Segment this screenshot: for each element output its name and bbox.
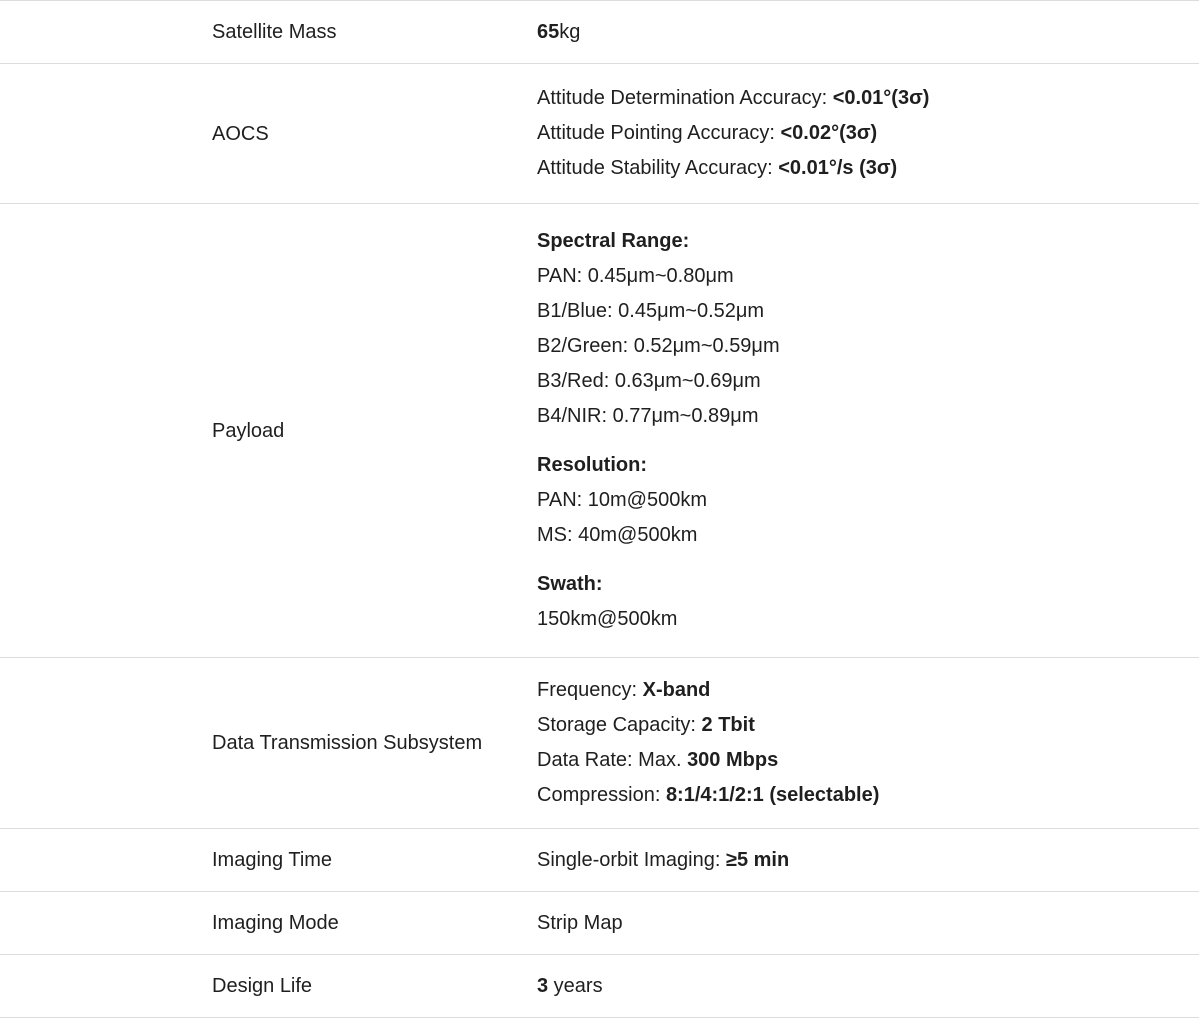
spectral-range-group	[537, 224, 1199, 434]
data-tx-line-value: 8:1/4:1/2:1 (selectable)	[665, 784, 880, 806]
design-life-number: 3	[537, 974, 549, 997]
swath-heading: Swath:	[537, 573, 603, 595]
spec-value	[537, 15, 1199, 50]
swath-value: 150km@500km	[537, 608, 678, 630]
spec-row-imaging-mode	[0, 892, 1199, 955]
spec-row-imaging-time	[0, 829, 1199, 892]
aocs-line	[537, 151, 1199, 186]
spec-label: Satellite Mass	[212, 21, 337, 43]
resolution-heading: Resolution:	[537, 454, 647, 476]
spec-label: AOCS	[212, 122, 269, 145]
imaging-time-value: ≥5 min	[725, 848, 790, 871]
spec-row-aocs	[0, 64, 1199, 204]
spectral-band: B2/Green: 0.52μm~0.59μm	[537, 335, 780, 357]
aocs-line-value: <0.01°/s (3σ)	[778, 157, 898, 179]
data-tx-line-label: Storage Capacity:	[537, 714, 702, 736]
data-tx-line-label: Data Rate: Max.	[537, 749, 688, 771]
spec-row-data-transmission	[0, 658, 1199, 829]
data-tx-line	[537, 778, 1199, 813]
spec-value	[537, 969, 1199, 1004]
aocs-line	[537, 116, 1199, 151]
spectral-band: B3/Red: 0.63μm~0.69μm	[537, 370, 761, 392]
data-tx-line-label: Compression:	[537, 784, 666, 806]
data-tx-line	[537, 673, 1199, 708]
data-tx-line-value: 2 Tbit	[701, 714, 755, 736]
spectral-band: PAN: 0.45μm~0.80μm	[537, 265, 734, 287]
spec-value	[537, 906, 1199, 941]
aocs-line-label: Attitude Stability Accuracy:	[537, 157, 779, 179]
data-tx-line-value: 300 Mbps	[687, 749, 779, 771]
spec-value	[537, 673, 1199, 813]
spec-row-design-life	[0, 955, 1199, 1018]
data-tx-line	[537, 708, 1199, 743]
data-tx-line	[537, 743, 1199, 778]
aocs-line-value: <0.01°(3σ)	[832, 87, 930, 109]
design-life-unit: years	[548, 974, 603, 997]
spec-label: Imaging Time	[212, 849, 333, 871]
spectral-band: B4/NIR: 0.77μm~0.89μm	[537, 405, 759, 427]
spec-value	[537, 81, 1199, 186]
data-tx-line-label: Frequency:	[537, 679, 643, 701]
data-tx-line-value: X-band	[642, 679, 711, 701]
aocs-line-label: Attitude Determination Accuracy:	[537, 87, 833, 109]
resolution-item: MS: 40m@500km	[537, 524, 698, 546]
mass-value: 65	[537, 20, 560, 43]
spectral-band: B1/Blue: 0.45μm~0.52μm	[537, 300, 765, 322]
aocs-line	[537, 81, 1199, 116]
aocs-line-value: <0.02°(3σ)	[780, 122, 878, 144]
spectral-range-heading: Spectral Range:	[537, 230, 690, 252]
spec-label: Data Transmission Subsystem	[212, 732, 483, 754]
mass-unit: kg	[559, 20, 581, 43]
resolution-group	[537, 448, 1199, 553]
swath-group	[537, 567, 1199, 637]
imaging-mode-value: Strip Map	[537, 911, 623, 934]
spec-value	[537, 843, 1199, 878]
resolution-item: PAN: 10m@500km	[537, 489, 707, 511]
aocs-line-label: Attitude Pointing Accuracy:	[537, 122, 781, 144]
spec-value	[537, 224, 1199, 637]
imaging-time-label: Single-orbit Imaging:	[537, 848, 726, 871]
spec-label: Imaging Mode	[212, 912, 339, 934]
spec-label: Payload	[212, 419, 285, 442]
spec-label: Design Life	[212, 975, 313, 997]
spec-row-payload	[0, 204, 1199, 658]
spec-row-satellite-mass	[0, 1, 1199, 64]
